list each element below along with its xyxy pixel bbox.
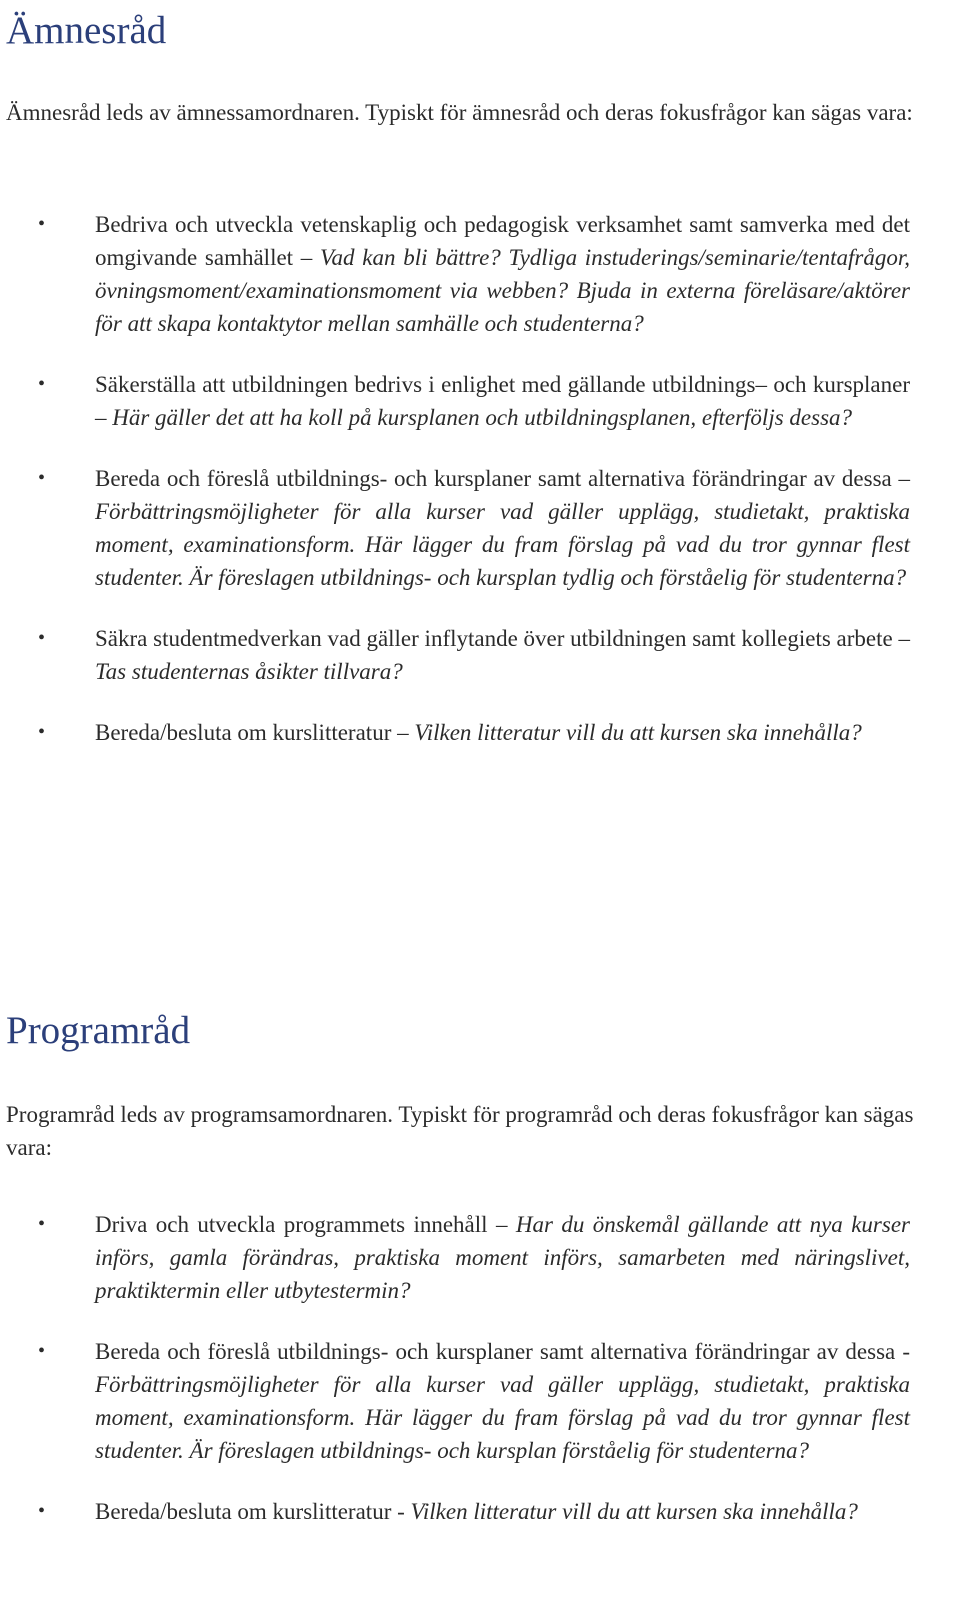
item-statement: Bereda/besluta om kurslitteratur bbox=[95, 1499, 392, 1524]
item-question: Vilken litteratur vill du att kursen ska innehålla? bbox=[414, 720, 862, 745]
item-question: Förbättringsmöjligheter för alla kurser vad gäller upplägg, studietakt, praktiska moment, examinationsform. Här lägger du fram förslag på vad du tror gynnar flest studenter. Är föreslagen utbildnings- och kursplan tydlig och förståelig för studenterna? bbox=[95, 499, 910, 590]
item-dash: – bbox=[495, 1212, 508, 1237]
item-question: Förbättringsmöjligheter för alla kurser vad gäller upplägg, studietakt, praktiska moment, examinationsform. Här lägger du fram förslag på vad du tror gynnar flest studenter. Är föreslagen utbildnings- och kursplan förståelig för studenterna? bbox=[95, 1372, 910, 1463]
item-dash: – bbox=[95, 405, 107, 430]
bullet-list bbox=[0, 1208, 960, 1556]
item-statement: Bereda och föreslå utbildnings- och kursplaner samt alternativa förändringar av dessa bbox=[95, 466, 892, 491]
item-statement: Bereda/besluta om kurslitteratur bbox=[95, 720, 392, 745]
section-heading: Ämnesråd bbox=[6, 9, 167, 52]
item-dash: – bbox=[898, 466, 910, 491]
list-item bbox=[0, 462, 910, 594]
bullet-icon: • bbox=[38, 213, 46, 235]
list-item bbox=[0, 208, 910, 340]
list-item bbox=[0, 368, 910, 434]
bullet-list bbox=[0, 208, 960, 777]
list-item bbox=[0, 716, 910, 749]
item-dash: – bbox=[300, 245, 313, 270]
list-item bbox=[0, 622, 910, 688]
item-statement: Bereda och föreslå utbildnings- och kursplaner samt alternativa förändringar av dessa bbox=[95, 1339, 896, 1364]
item-question: Vad kan bli bättre? Tydliga instuderings/seminarie/tentafrågor, övningsmoment/examinationsmoment via webben? Bjuda in externa föreläsare/aktörer för att skapa kontaktytor mellan samhälle och studenterna? bbox=[95, 245, 911, 336]
item-dash: – bbox=[898, 626, 911, 651]
item-question: Här gäller det att ha koll på kursplanen och utbildningsplanen, efterföljs dessa? bbox=[112, 405, 853, 430]
item-statement: Säkra studentmedverkan vad gäller inflytande över utbildningen samt kollegiets arbete bbox=[95, 626, 893, 651]
bullet-icon: • bbox=[38, 1213, 46, 1235]
item-statement: Bedriva och utveckla vetenskaplig och pedagogisk verksamhet samt samverka med det omgivande samhället bbox=[95, 212, 910, 270]
item-question: Tas studenternas åsikter tillvara? bbox=[95, 659, 403, 684]
item-question: Har du önskemål gällande att nya kurser införs, gamla förändras, praktiska moment införs, samarbeten med näringslivet, praktiktermin eller utbytestermin? bbox=[95, 1212, 910, 1303]
item-question: Vilken litteratur vill du att kursen ska innehålla? bbox=[410, 1499, 858, 1524]
list-item bbox=[0, 1208, 910, 1307]
item-dash: - bbox=[397, 1499, 405, 1524]
list-item bbox=[0, 1495, 910, 1528]
bullet-icon: • bbox=[38, 373, 46, 395]
item-dash: - bbox=[902, 1339, 910, 1364]
item-dash: – bbox=[397, 720, 409, 745]
section-heading: Programråd bbox=[6, 1009, 191, 1052]
bullet-icon: • bbox=[38, 627, 46, 649]
item-statement: Säkerställa att utbildningen bedrivs i enlighet med gällande utbildnings– och kursplaner bbox=[95, 372, 910, 397]
section-intro: Programråd leds av programsamordnaren. Typiskt för programråd och deras fokusfrågor kan sägas vara: bbox=[6, 1102, 914, 1160]
bullet-icon: • bbox=[38, 1340, 46, 1362]
item-statement: Driva och utveckla programmets innehåll bbox=[95, 1212, 488, 1237]
bullet-icon: • bbox=[38, 1500, 46, 1522]
list-item bbox=[0, 1335, 910, 1467]
section-intro: Ämnesråd leds av ämnessamordnaren. Typiskt för ämnesråd och deras fokusfrågor kan sägas vara: bbox=[6, 100, 913, 125]
bullet-icon: • bbox=[38, 467, 46, 489]
bullet-icon: • bbox=[38, 721, 46, 743]
